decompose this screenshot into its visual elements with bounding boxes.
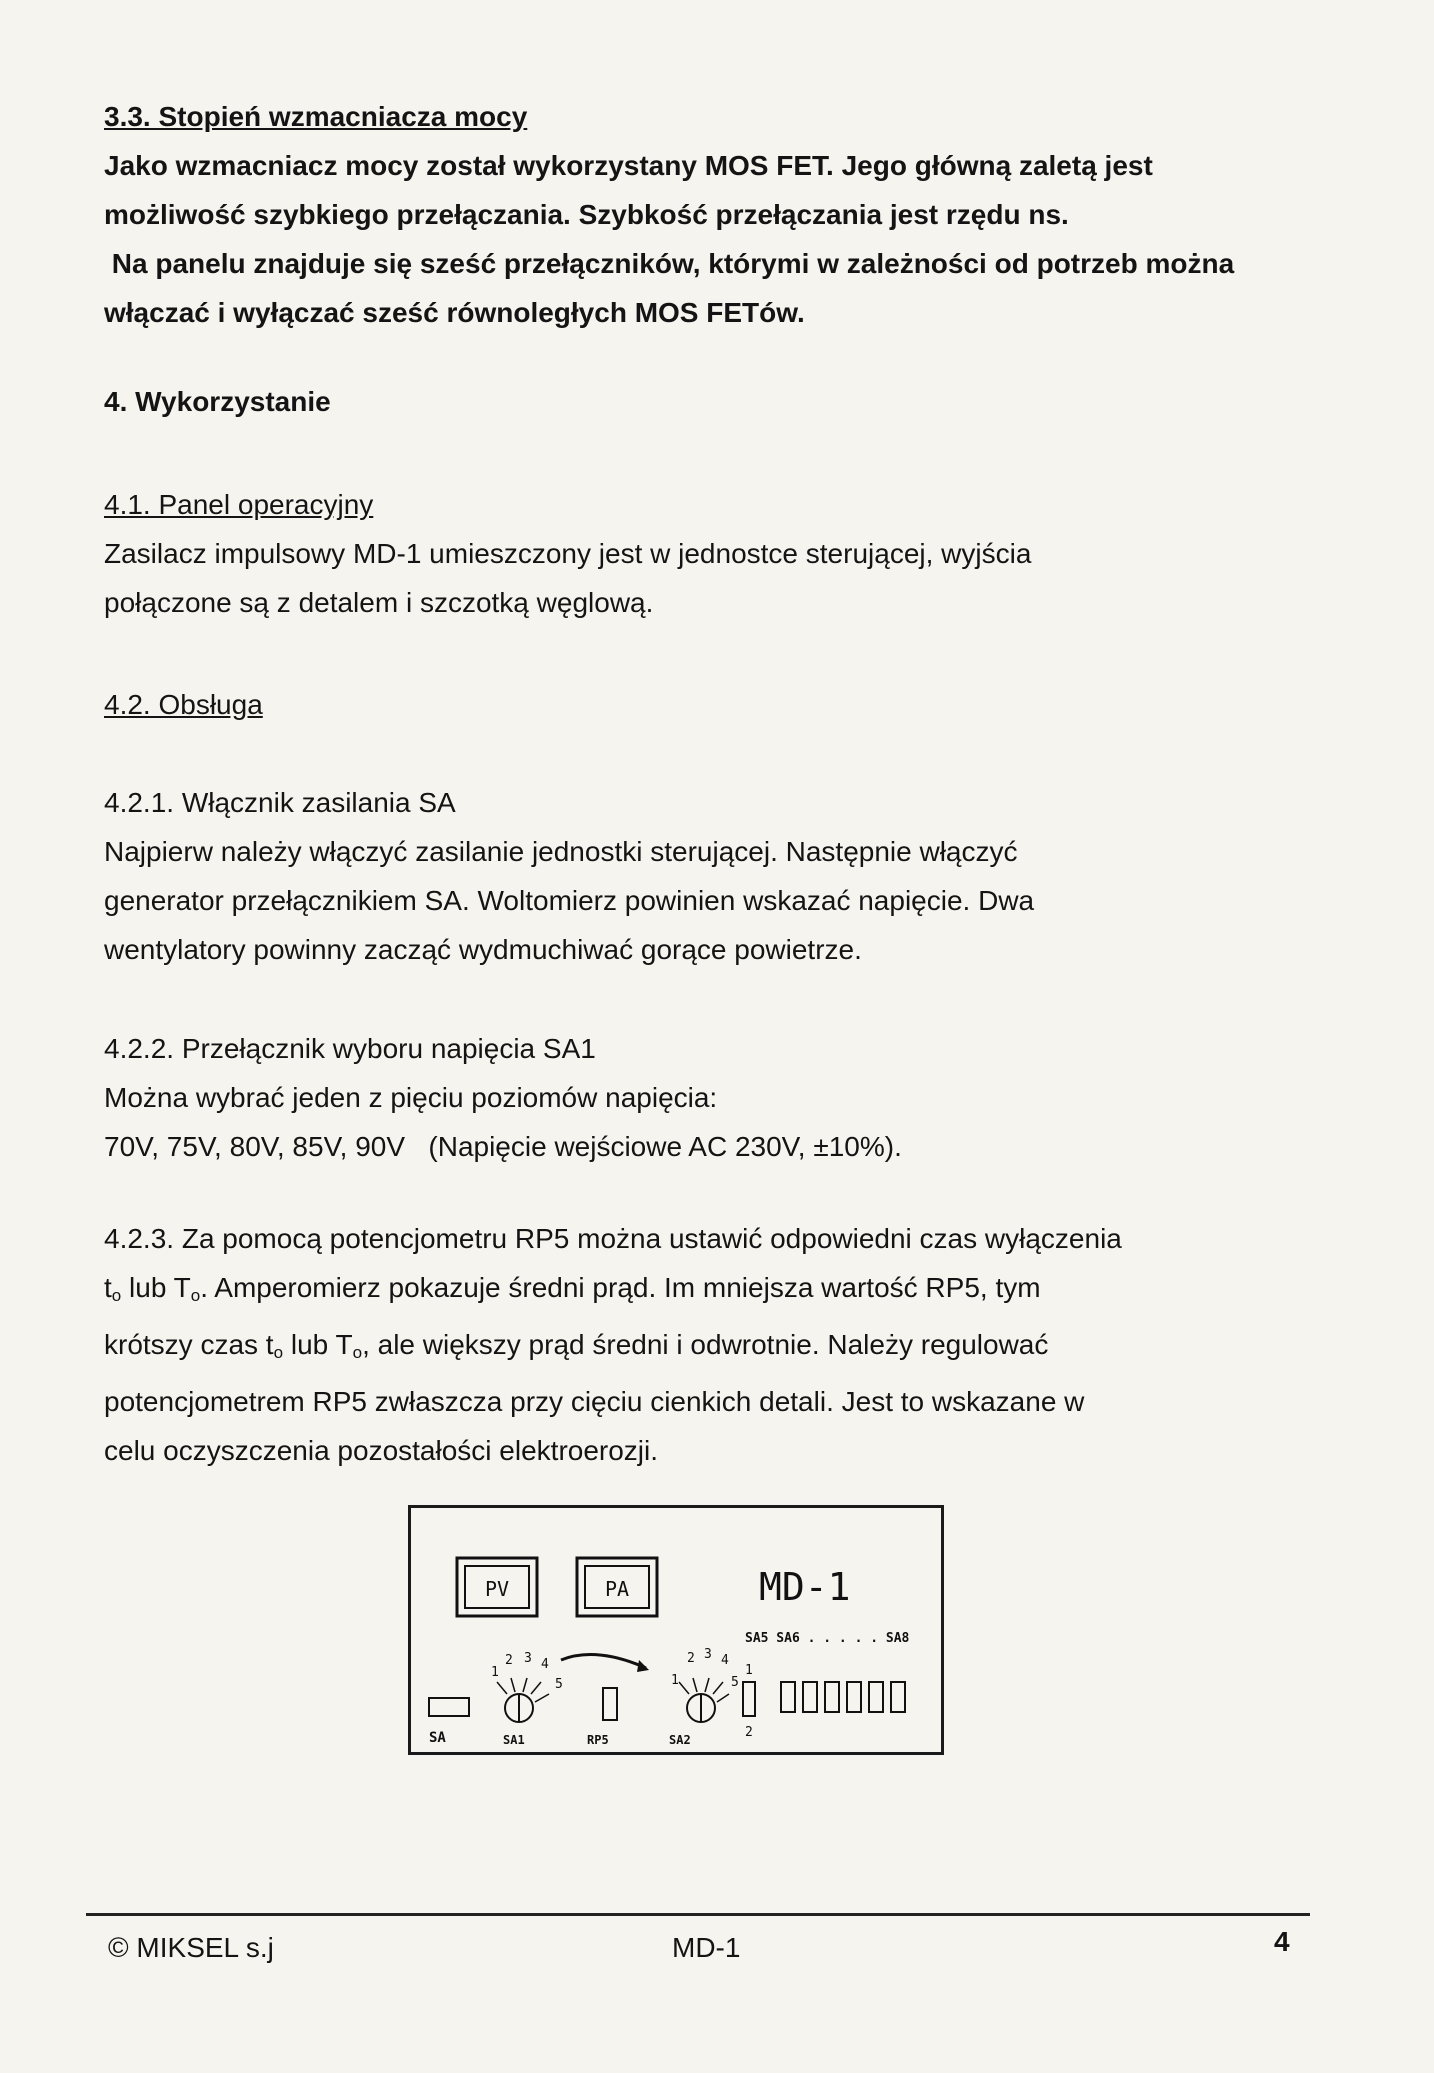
section-4	[104, 377, 1334, 426]
paragraph-line: Jako wzmacniacz mocy został wykorzystany MOS FET. Jego główną zaletą jest	[104, 150, 1153, 181]
heading-4-2-2: 4.2.2. Przełącznik wyboru napięcia SA1	[104, 1033, 596, 1064]
label-sa2: SA2	[669, 1733, 691, 1747]
footer-divider	[86, 1913, 1310, 1916]
section-4-2-2	[104, 1024, 1334, 1171]
paragraph-line: połączone są z detalem i szczotką węglową.	[104, 587, 654, 618]
potentiometer-rp5	[561, 1655, 649, 1720]
svg-text:4: 4	[541, 1657, 549, 1672]
paragraph-line: Zasilacz impulsowy MD-1 umieszczony jest w jednostce sterującej, wyjścia	[104, 538, 1032, 569]
svg-text:5: 5	[555, 1677, 563, 1692]
paragraph-line: Na panelu znajduje się sześć przełączników, którymi w zależności od potrzeb można	[104, 248, 1235, 279]
paragraph-line: 70V, 75V, 80V, 85V, 90V (Napięcie wejściowe AC 230V, ±10%).	[104, 1131, 902, 1162]
heading-4-2-1: 4.2.1. Włącznik zasilania SA	[104, 787, 456, 818]
paragraph-line: Najpierw należy włączyć zasilanie jednostki sterującej. Następnie włączyć	[104, 836, 1018, 867]
meter-pv-label: PV	[484, 1577, 510, 1601]
heading-3-3: 3.3. Stopień wzmacniacza mocy	[104, 101, 528, 132]
paragraph-line: możliwość szybkiego przełączania. Szybkość przełączania jest rzędu ns.	[104, 199, 1069, 230]
label-rp5: RP5	[587, 1733, 609, 1747]
paragraph-line: Można wybrać jeden z pięciu poziomów napięcia:	[104, 1082, 718, 1113]
footer-model: MD-1	[672, 1932, 741, 1963]
paragraph-line: celu oczyszczenia pozostałości elektroerozji.	[104, 1435, 659, 1466]
svg-text:2: 2	[505, 1653, 513, 1668]
svg-text:4: 4	[721, 1653, 729, 1668]
paragraph-line: włączać i wyłączać sześć równoległych MOS FETów.	[104, 297, 805, 328]
section-4-2-1	[104, 778, 1334, 974]
paragraph-line: generator przełącznikiem SA. Woltomierz powinien wskazać napięcie. Dwa	[104, 885, 1035, 916]
paragraph-line: $t_o$ lub $T_o$. Amperomierz pokazuje średni prąd. Im mniejsza wartość RP5, tym	[104, 1272, 1041, 1305]
meter-pa-label: PA	[604, 1577, 630, 1601]
switch-group-label: SA5 SA6 . . . . . SA8	[745, 1631, 910, 1646]
paragraph-line: krótszy czas $t_o$ lub $T_o$, ale większy prąd średni i odwrotnie. Należy regulować	[104, 1329, 1049, 1362]
voltage-dial-sa1	[491, 1651, 563, 1722]
label-sa1: SA1	[503, 1733, 525, 1747]
panel-drawing	[411, 1508, 947, 1758]
panel-model-label: MD-1	[759, 1565, 851, 1609]
main-switch-sa	[429, 1698, 469, 1716]
operating-panel-diagram	[408, 1505, 944, 1755]
svg-text:2: 2	[745, 1725, 753, 1740]
svg-text:3: 3	[704, 1647, 712, 1662]
footer-copyright: © MIKSEL s.j	[108, 1932, 274, 1963]
paragraph-line: 4.2.3. Za pomocą potencjometru RP5 można ustawić odpowiedni czas wyłączenia	[104, 1223, 1122, 1254]
section-3-3	[104, 92, 1334, 337]
heading-4-2: 4.2. Obsługa	[104, 689, 263, 720]
label-sa: SA	[429, 1730, 446, 1746]
mode-dial-sa2	[671, 1647, 739, 1722]
svg-text:5: 5	[731, 1675, 739, 1690]
heading-4: 4. Wykorzystanie	[104, 386, 331, 417]
ammeter-pa	[577, 1558, 657, 1616]
svg-text:3: 3	[524, 1651, 532, 1666]
paragraph-line: potencjometrem RP5 zwłaszcza przy cięciu cienkich detali. Jest to wskazane w	[104, 1386, 1085, 1417]
svg-text:1: 1	[491, 1665, 499, 1680]
svg-text:1: 1	[671, 1673, 679, 1688]
mosfet-switch-row	[743, 1663, 905, 1740]
page-number: 4	[1274, 1926, 1290, 1957]
voltmeter-pv	[457, 1558, 537, 1616]
svg-text:1: 1	[745, 1663, 753, 1678]
section-4-2	[104, 680, 1334, 729]
section-4-2-3	[104, 1214, 1334, 1475]
svg-text:2: 2	[687, 1651, 695, 1666]
section-4-1	[104, 480, 1334, 627]
heading-4-1: 4.1. Panel operacyjny	[104, 489, 374, 520]
paragraph-line: wentylatory powinny zacząć wydmuchiwać gorące powietrze.	[104, 934, 862, 965]
